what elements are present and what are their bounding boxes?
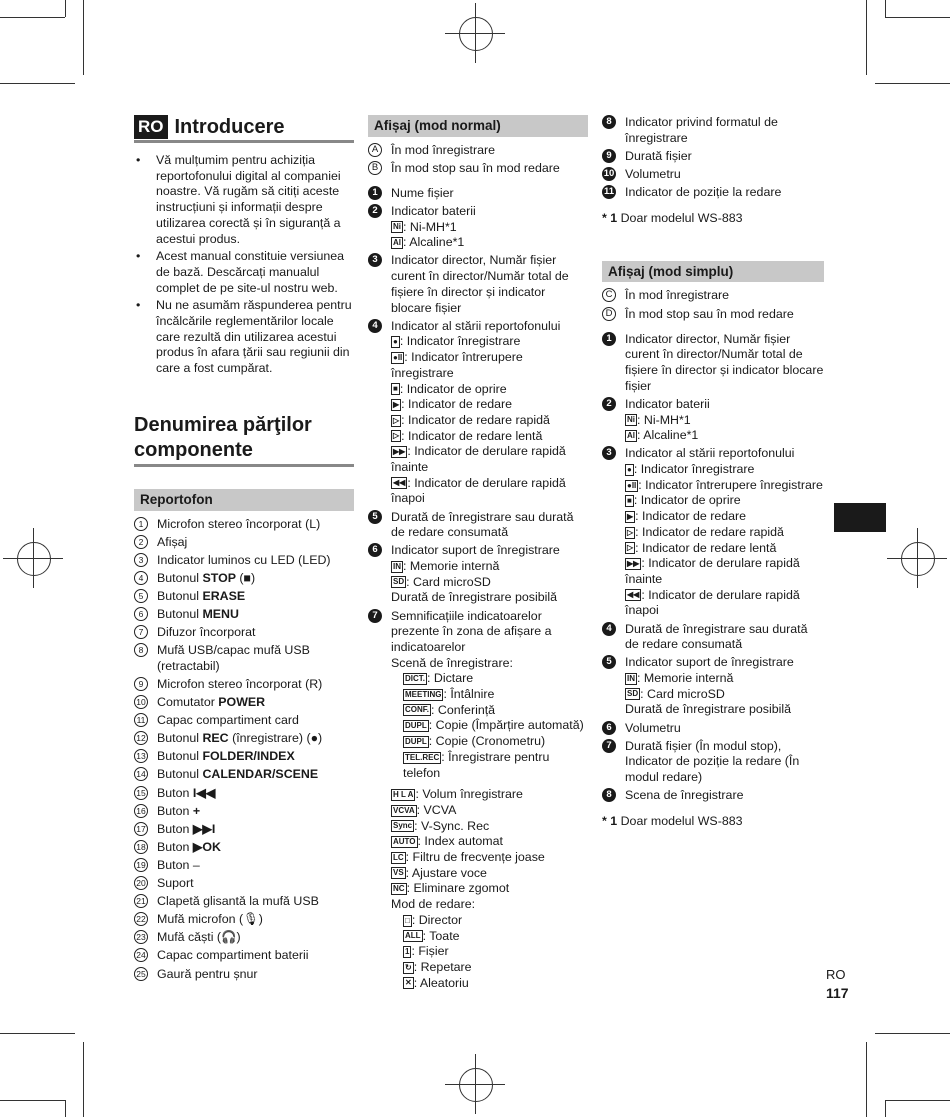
play-mode-icon: □ [405, 915, 410, 925]
item-1: 1 Nume fișier [368, 186, 588, 202]
column-display-simple [602, 115, 824, 830]
status-indicator-text: : Indicator de redare rapidă [401, 412, 550, 427]
indicator [391, 834, 588, 850]
status-indicator [391, 350, 588, 381]
status-indicator [391, 429, 588, 445]
status-indicator-icon: ◀◀ [393, 478, 406, 488]
play-mode-icon: 1 [405, 947, 410, 956]
crop-mark [0, 83, 75, 84]
item-7: 7 Durată fișier (În modul stop), Indicator de poziție la redare (În modul redare) [602, 739, 824, 786]
column-introduction [134, 115, 354, 985]
scene-icon: DUPL [405, 736, 427, 746]
part-text: Butonul [157, 767, 203, 782]
item-2: 2 Indicator baterii Ni : Ni-MH*1 Al : Alcaline*1 [602, 397, 824, 444]
display-normal-bar: Afișaj (mod normal) [368, 115, 588, 137]
crop-mark [875, 83, 950, 84]
intro-list [134, 153, 354, 377]
status-indicator [625, 509, 824, 525]
part-number: 3 [134, 553, 148, 567]
part-number: 24 [134, 948, 148, 962]
play-mode [403, 944, 588, 960]
scene-icon: DICT. [405, 674, 425, 684]
part-text: Microfon stereo încorporat (L) [157, 516, 321, 531]
part-key: ▶OK [192, 839, 221, 854]
indicator-text: : Volum înregistrare [415, 787, 523, 802]
status-indicator [625, 541, 824, 557]
part-key: REC [202, 731, 229, 746]
crop-mark [885, 0, 886, 17]
scene-text: : Copie (Împărțire automată) [428, 718, 584, 733]
parts-title: Denumirea părţilor componente [134, 413, 354, 467]
battery-icon: Ni [627, 415, 635, 425]
status-indicator-icon: ■ [393, 384, 398, 394]
media-sd: SD : Card microSD [393, 574, 491, 589]
part-item [134, 571, 354, 587]
part-key: + [192, 803, 201, 818]
status-indicator-text: : Indicator întrerupere înregistrare [638, 477, 823, 492]
part-item [134, 749, 354, 765]
status-indicator-icon: ▷ [627, 527, 634, 537]
registration-mark [3, 528, 63, 588]
intro-bullet: • Acest manual constituie versiunea de bază. Descărcați manualul complet de pe site-ul nostru web. [134, 249, 354, 296]
part-text: Butonul [157, 570, 203, 585]
indicator-icon: VCVA [393, 805, 415, 815]
crop-mark [885, 1100, 886, 1117]
scene-text: : Înregistrare pentru telefon [403, 749, 550, 780]
indicator [391, 866, 588, 882]
status-indicator [625, 462, 824, 478]
battery-nimh: Ni : Ni-MH*1 [627, 412, 691, 427]
indicator-text: : Filtru de frecvențe joase [405, 850, 545, 865]
crop-mark [866, 0, 867, 75]
part-text: Comutator [157, 695, 219, 710]
part-number: 18 [134, 840, 148, 854]
part-item [134, 876, 354, 892]
sd-card-icon: SD [393, 577, 405, 587]
part-text: Buton [157, 785, 193, 800]
scene [403, 687, 588, 703]
media-sd: SD : Card microSD [627, 686, 725, 701]
scene [403, 703, 588, 719]
scene [403, 671, 588, 687]
indicator [391, 881, 588, 897]
part-item [134, 858, 354, 874]
item-text: Durată fișier [625, 148, 692, 163]
scene-text: : Conferință [431, 702, 496, 717]
item [602, 149, 824, 165]
item-8: 8 Scena de înregistrare [602, 788, 824, 804]
crop-mark [0, 17, 65, 18]
crop-mark [65, 0, 66, 17]
part-number: 12 [134, 731, 148, 745]
part-item [134, 767, 354, 783]
item-1: 1 Indicator director, Număr fișier curent în director/Număr total de fișiere în director și indicator blocare fișier [602, 332, 824, 395]
item-6: 6 Indicator suport de înregistrare IN : Memorie internă SD : Card microSD Durată de înregistrare posibilă [368, 543, 588, 606]
part-number: 1 [134, 517, 148, 531]
indicator [391, 803, 588, 819]
item [602, 167, 824, 183]
status-indicator [391, 334, 588, 350]
status-indicator-icon: ◀◀ [627, 590, 640, 600]
part-text: Buton – [157, 857, 200, 872]
battery-icon: Al [393, 238, 401, 248]
status-indicator-icon: ▶ [393, 399, 400, 409]
status-indicator-text: : Indicator de redare [401, 397, 513, 412]
part-number: 22 [134, 912, 148, 926]
registration-mark [445, 3, 505, 63]
part-text: Afișaj [157, 534, 188, 549]
part-text-post: (înregistrare) (●) [228, 731, 323, 746]
part-number: 17 [134, 822, 148, 836]
item-text: Indicator privind formatul de înregistrare [625, 115, 778, 145]
part-number: 2 [134, 535, 148, 549]
part-key: STOP [202, 570, 236, 585]
item-7: 7 Semnificațiile indicatoarelor prezente în zona de afișare a indicatoarelor Scenă de înregistrare: DICT. : Dictare MEETING : Întâlnire CONF. : Conferință DUPL : Copie (Împărțire automată) DUPL : Copie (Cronometru) TEL.REC : Înregistrare pentru telefon H L A : Volum înregistrare VCVA : VCVA Sync : V-Sync. Rec AUTO : Index automat LC : Filtru de frecvențe joase VS : Ajustare voce NC : Eliminare zgomot Mod de redare: □ : Director ALL : Toate 1 : Fișier ↻ : Repetare ✕ : Aleatoriu [368, 609, 588, 992]
part-item [134, 553, 354, 569]
status-indicator-icon: ● [627, 464, 632, 474]
page-lang: RO [826, 967, 846, 982]
status-indicator [625, 588, 824, 619]
intro-title: Introducere [174, 116, 285, 138]
media-internal: IN : Memorie internă [627, 671, 734, 685]
status-indicator [625, 556, 824, 587]
crop-mark [875, 1033, 950, 1034]
status-indicator-icon: ▷ [393, 415, 400, 425]
part-number: 23 [134, 930, 148, 944]
continued-items [602, 115, 824, 201]
part-item [134, 713, 354, 729]
part-text: Capac compartiment baterii [157, 948, 309, 963]
part-text: Clapetă glisantă la mufă USB [157, 894, 319, 909]
part-item [134, 804, 354, 820]
status-indicator-text: : Indicator de derulare rapidă înapoi [391, 475, 566, 506]
indicator [391, 819, 588, 835]
part-item [134, 589, 354, 605]
status-indicator [391, 476, 588, 507]
indicator [391, 787, 588, 803]
status-indicator [391, 444, 588, 475]
part-text-post: (■) [235, 570, 256, 585]
part-item [134, 967, 354, 983]
part-text: Butonul [157, 607, 203, 622]
part-text: Butonul [157, 749, 203, 764]
indicator-icon: LC [393, 852, 404, 862]
indicator-icon: AUTO [393, 837, 416, 847]
play-mode [403, 976, 588, 992]
column-display-normal [368, 115, 588, 994]
part-item [134, 894, 354, 910]
part-text: Mufă căști (🎧) [157, 930, 241, 945]
item-number: 10 [603, 167, 615, 179]
status-indicator-icon: ▷ [393, 431, 400, 441]
part-item [134, 643, 354, 674]
part-text: Gaură pentru șnur [157, 966, 258, 981]
page-number: 117 [826, 985, 849, 1001]
part-key: ▶▶I [192, 821, 216, 836]
part-text: Suport [157, 876, 194, 891]
status-indicator-text: : Indicator de derulare rapidă înapoi [625, 587, 800, 618]
battery-icon: Al [627, 431, 635, 440]
crop-mark [0, 1100, 65, 1101]
indicator-icon: NC [393, 884, 405, 894]
part-text: Buton [157, 803, 193, 818]
mode-d: D În mod stop sau în mod redare [602, 307, 824, 323]
part-item [134, 535, 354, 551]
scene-icon: TEL.REC [405, 752, 440, 762]
part-number: 6 [134, 607, 148, 621]
indicator [391, 850, 588, 866]
status-indicator-text: : Indicator înregistrare [399, 334, 521, 349]
mode-b: B În mod stop sau în mod redare [368, 161, 588, 177]
status-indicator [391, 413, 588, 429]
status-indicator-icon: ●II [627, 480, 637, 490]
status-indicator-text: : Indicator de derulare rapidă înainte [625, 556, 800, 586]
indicator-text: : Ajustare voce [405, 865, 487, 880]
play-title: Mod de redare: [391, 897, 476, 912]
part-item [134, 822, 354, 838]
part-number: 9 [134, 677, 148, 691]
part-text: Indicator luminos cu LED (LED) [157, 552, 331, 567]
part-number: 14 [134, 767, 148, 781]
play-mode-icon: ALL [405, 931, 421, 941]
crop-mark [885, 1100, 950, 1101]
part-number: 15 [134, 786, 148, 800]
indicator-text: : V-Sync. Rec [414, 818, 490, 833]
memory-icon: IN [393, 561, 401, 571]
play-mode-text: : Director [411, 912, 463, 927]
media-internal: IN : Memorie internă [393, 559, 500, 574]
status-indicator-icon: ▶ [627, 511, 634, 521]
footnote: * 1 Doar modelul WS-883 [602, 211, 743, 226]
part-key: MENU [202, 607, 239, 622]
part-number: 25 [134, 967, 148, 981]
parts-list [134, 517, 354, 983]
part-item [134, 948, 354, 964]
part-number: 5 [134, 589, 148, 603]
part-key: ERASE [202, 588, 246, 603]
status-indicator [625, 525, 824, 541]
battery-alkaline: Al : Alcaline*1 [393, 235, 465, 250]
item-6: 6 Volumetru [602, 721, 824, 737]
item-number: 9 [602, 149, 616, 163]
part-number: 20 [134, 876, 148, 890]
status-indicator-text: : Indicator de oprire [633, 493, 741, 508]
item-text: Volumetru [625, 166, 681, 181]
part-key: I◀◀ [192, 785, 216, 800]
display-simple-bar: Afișaj (mod simplu) [602, 261, 824, 283]
part-item [134, 731, 354, 747]
scene-title: Scenă de înregistrare: [391, 655, 513, 670]
status-indicator-icon: ● [393, 337, 398, 347]
scene-text: : Întâlnire [443, 687, 495, 702]
indicator-icon: VS [393, 868, 404, 878]
part-number: 7 [134, 625, 148, 639]
status-indicator [625, 478, 824, 494]
play-mode-text: : Aleatoriu [413, 975, 469, 990]
part-number: 13 [134, 749, 148, 763]
scene [403, 718, 588, 734]
part-key: FOLDER/INDEX [202, 749, 295, 764]
part-text: Mufă microfon (🎙) [157, 912, 263, 927]
item-5: 5 Durată de înregistrare sau durată de redare consumată [368, 510, 588, 541]
part-number: 10 [134, 695, 148, 709]
status-indicator-icon: ▷ [627, 543, 634, 553]
battery-icon: Ni [393, 222, 401, 232]
play-mode-icon: ↻ [405, 962, 412, 972]
indicator-icon: H L A [393, 789, 414, 799]
item-4: 4 Durată de înregistrare sau durată de redare consumată [602, 622, 824, 653]
part-item [134, 607, 354, 623]
part-item [134, 625, 354, 641]
part-number: 8 [134, 643, 148, 657]
part-item [134, 786, 354, 802]
crop-mark [65, 1100, 66, 1117]
item-4: 4 Indicator al stării reportofonului ● : Indicator înregistrare ●II : Indicator întrerupere înregistrare ■ : Indicator de oprire ▶ : Indicator de redare ▷ : Indicator de redare rapidă ▷ : Indicator de redare lentă ▶▶ : Indicator de derulare rapidă înainte ◀◀ : Indicator de derulare rapidă înapoi [368, 319, 588, 507]
status-indicator-text: : Indicator înregistrare [633, 462, 755, 477]
status-indicator-text: : Indicator de redare lentă [635, 540, 777, 555]
part-text: Buton [157, 821, 193, 836]
indicator-icon: Sync [393, 821, 413, 831]
intro-bullet: • Vă mulțumim pentru achiziția reportofonului digital al companiei noastre. Vă rugăm să citiți aceste instrucțiuni și informații despre utilizarea corectă și în siguranță a acestui produs. [134, 153, 354, 247]
scene-icon: DUPL [405, 721, 427, 731]
indicator-text: : Index automat [417, 834, 503, 849]
mode-a: A În mod înregistrare [368, 143, 588, 159]
crop-mark [83, 0, 84, 75]
part-text: Buton [157, 839, 193, 854]
part-item [134, 930, 354, 946]
status-indicator [391, 382, 588, 398]
part-text: Butonul [157, 588, 203, 603]
part-text: Capac compartiment card [157, 713, 299, 728]
part-item [134, 840, 354, 856]
scene-text: : Dictare [427, 671, 474, 686]
play-mode-text: : Fișier [411, 944, 449, 959]
battery-nimh: Ni : Ni-MH*1 [393, 219, 457, 234]
scene-text: : Copie (Cronometru) [428, 734, 546, 749]
media-note: Durată de înregistrare posibilă [391, 590, 557, 605]
play-mode-text: : Repetare [413, 959, 472, 974]
indicator-text: : Eliminare zgomot [406, 881, 510, 896]
part-item [134, 695, 354, 711]
item-text: Indicator de poziție la redare [625, 184, 782, 199]
sd-card-icon: SD [627, 689, 639, 699]
play-mode [403, 960, 588, 976]
section-tab [834, 503, 886, 532]
status-indicator-icon: ▶▶ [627, 559, 640, 569]
crop-mark [0, 1033, 75, 1034]
part-number: 11 [134, 713, 148, 727]
crop-mark [885, 17, 950, 18]
part-key: CALENDAR/SCENE [202, 767, 319, 782]
scene [403, 734, 588, 750]
item-5: 5 Indicator suport de înregistrare IN : Memorie internă SD : Card microSD Durată de înregistrare posibilă [602, 655, 824, 718]
scene-icon: MEETING [405, 689, 442, 699]
registration-mark [887, 528, 947, 588]
media-note: Durată de înregistrare posibilă [625, 702, 791, 717]
item-3: 3 Indicator director, Număr fișier curent în director/Număr total de fișiere în director și indicator blocare fișier [368, 253, 588, 316]
status-indicator-icon: ■ [627, 496, 632, 506]
part-key: POWER [218, 695, 266, 710]
item-number: 11 [603, 185, 615, 197]
subsection-bar: Reportofon [134, 489, 354, 511]
item [602, 185, 824, 201]
crop-mark [866, 1042, 867, 1117]
status-indicator-icon: ●II [393, 352, 403, 362]
part-text: Microfon stereo încorporat (R) [157, 677, 323, 691]
memory-icon: IN [627, 673, 635, 683]
intro-heading [134, 115, 354, 143]
play-mode [403, 913, 588, 929]
part-item [134, 677, 354, 693]
status-indicator-text: : Indicator de redare rapidă [635, 524, 784, 539]
battery-alkaline: Al : Alcaline*1 [627, 428, 699, 443]
mode-c: C În mod înregistrare [602, 288, 824, 304]
status-indicator-text: : Indicator de oprire [399, 381, 507, 396]
item-2: 2 Indicator baterii Ni : Ni-MH*1 Al : Alcaline*1 [368, 204, 588, 251]
language-badge: RO [134, 115, 168, 139]
item [602, 115, 824, 146]
part-text: Butonul [157, 731, 203, 746]
part-number: 21 [134, 894, 148, 908]
item-3: 3 Indicator al stării reportofonului ● : Indicator înregistrare ●II : Indicator întrerupere înregistrare ■ : Indicator de oprire ▶ : Indicator de redare ▷ : Indicator de redare rapidă ▷ : Indicator de redare lentă ▶▶ : Indicator de derulare rapidă înainte ◀◀ : Indicator de derulare rapidă înapoi [602, 446, 824, 619]
part-text: Mufă USB/capac mufă USB (retractabil) [157, 643, 310, 673]
intro-bullet: • Nu ne asumăm răspunderea pentru încălcările reglementărilor locale care rezultă din utilizarea acestui produs în afara țării sau regiunii din care a fost cumpărat. [134, 298, 354, 377]
footnote: * 1 Doar modelul WS-883 [602, 814, 743, 829]
part-number: 19 [134, 858, 148, 872]
part-text: Difuzor încorporat [157, 625, 256, 640]
play-mode-icon: ✕ [405, 978, 412, 988]
status-indicator-text: : Indicator de redare [635, 509, 747, 524]
play-mode-text: : Toate [422, 928, 460, 943]
status-indicator [391, 397, 588, 413]
status-indicator [625, 493, 824, 509]
part-number: 16 [134, 804, 148, 818]
status-indicator-text: : Indicator de derulare rapidă înainte [391, 444, 566, 475]
status-indicator-icon: ▶▶ [393, 447, 406, 457]
crop-mark [83, 1042, 84, 1117]
indicator-text: : VCVA [416, 802, 457, 817]
part-item [134, 912, 354, 928]
scene [403, 750, 588, 781]
scene-icon: CONF. [405, 705, 429, 715]
registration-mark [445, 1054, 505, 1114]
status-indicator-text: : Indicator întrerupere înregistrare [391, 350, 523, 380]
status-indicator-text: : Indicator de redare lentă [401, 428, 543, 443]
item-number: 8 [602, 115, 616, 129]
part-number: 4 [134, 571, 148, 585]
part-item [134, 517, 354, 533]
play-mode [403, 929, 588, 945]
